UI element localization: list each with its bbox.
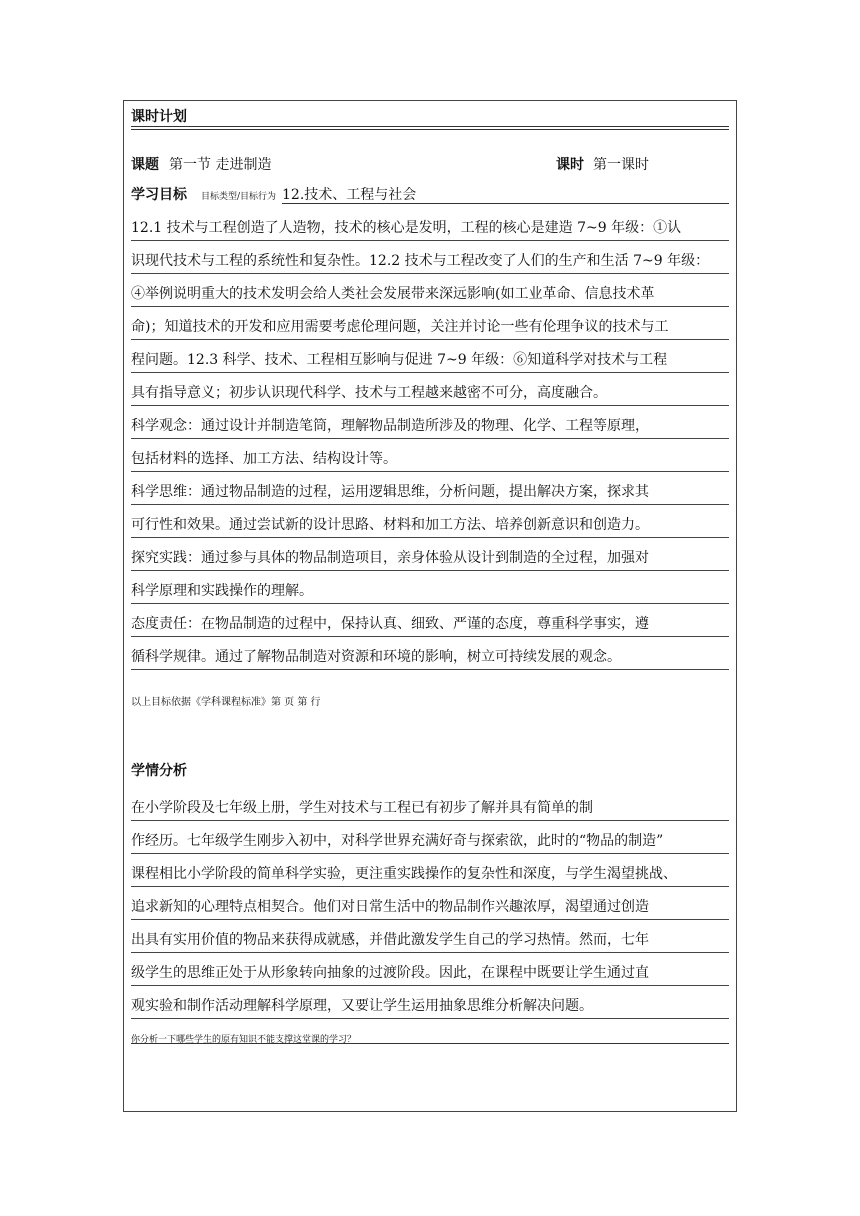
analysis-prompt-underline — [131, 1043, 729, 1044]
analysis-line: 出具有实用价值的物品来获得成就感，并借此激发学生自己的学习热情。然而，七年 — [131, 920, 729, 953]
topic-value: 第一节 走进制造 — [169, 157, 272, 173]
analysis-lines — [131, 788, 729, 1019]
objectives-line: 命)；知道技术的开发和应用需要考虑伦理问题，关注并讨论一些有伦理争议的技术与工 — [131, 307, 729, 340]
title-divider-2 — [131, 129, 729, 130]
objectives-line: 科学原理和实践操作的理解。 — [131, 571, 729, 604]
analysis-line: 观实验和制作活动理解科学原理，又要让学生运用抽象思维分析解决问题。 — [131, 986, 729, 1019]
topic-label: 课题 — [131, 157, 159, 173]
analysis-label: 学情分析 — [131, 763, 187, 779]
objectives-line: 程问题。12.3 科学、技术、工程相互影响与促进 7~9 年级：⑥知道科学对技术与工程 — [131, 340, 729, 373]
title-divider-1 — [131, 126, 729, 127]
objectives-line: 包括材料的选择、加工方法、结构设计等。 — [131, 439, 729, 472]
objectives-line: ④举例说明重大的技术发明会给人类社会发展带来深远影响(如工业革命、信息技术革 — [131, 274, 729, 307]
standard-title: 12.技术、工程与社会 — [282, 187, 417, 203]
objectives-line: 科学观念：通过设计并制造笔筒，理解物品制造所涉及的物理、化学、工程等原理， — [131, 406, 729, 439]
objectives-line: 探究实践：通过参与具体的物品制造项目，亲身体验从设计到制造的全过程，加强对 — [131, 538, 729, 571]
objectives-line: 可行性和效果。通过尝试新的设计思路、材料和加工方法、培养创新意识和创造力。 — [131, 505, 729, 538]
objectives-line: 科学思维：通过物品制造的过程，运用逻辑思维，分析问题，提出解决方案，探求其 — [131, 472, 729, 505]
analysis-prompt: 你分析一下哪些学生的原有知识不能支撑这堂课的学习？ — [131, 1035, 357, 1045]
objectives-source-note: 以上目标依据《学科课程标准》第 页 第 行 — [131, 697, 321, 708]
objectives-line: 循科学规律。通过了解物品制造对资源和环境的影响，树立可持续发展的观念。 — [131, 637, 729, 670]
objectives-line: 12.1 技术与工程创造了人造物，技术的核心是发明，工程的核心是建造 7~9 年级：①认 — [131, 208, 729, 241]
analysis-line: 课程相比小学阶段的简单科学实验，更注重实践操作的复杂性和深度，与学生渴望挑战、 — [131, 854, 729, 887]
objectives-line: 识现代技术与工程的系统性和复杂性。12.2 技术与工程改变了人们的生产和生活 7~9 年级： — [131, 241, 729, 274]
standard-title-underline — [282, 203, 729, 204]
analysis-line: 作经历。七年级学生刚步入初中，对科学世界充满好奇与探索欲，此时的“物品的制造” — [131, 821, 729, 854]
period-value: 第一课时 — [593, 157, 649, 173]
page-title: 课时计划 — [131, 109, 187, 125]
objectives-line: 具有指导意义；初步认识现代科学、技术与工程越来越密不可分，高度融合。 — [131, 373, 729, 406]
analysis-line: 追求新知的心理特点相契合。他们对日常生活中的物品制作兴趣浓厚，渴望通过创造 — [131, 887, 729, 920]
objectives-type-hint: 目标类型/目标行为 — [201, 192, 277, 202]
analysis-line: 级学生的思维正处于从形象转向抽象的过渡阶段。因此，在课程中既要让学生通过直 — [131, 953, 729, 986]
analysis-line: 在小学阶段及七年级上册，学生对技术与工程已有初步了解并具有简单的制 — [131, 788, 729, 821]
objectives-line: 态度责任：在物品制造的过程中，保持认真、细致、严谨的态度，尊重科学事实，遵 — [131, 604, 729, 637]
objectives-lines — [131, 208, 729, 670]
objectives-label: 学习目标 — [131, 187, 187, 203]
period-label: 课时 — [556, 157, 584, 173]
